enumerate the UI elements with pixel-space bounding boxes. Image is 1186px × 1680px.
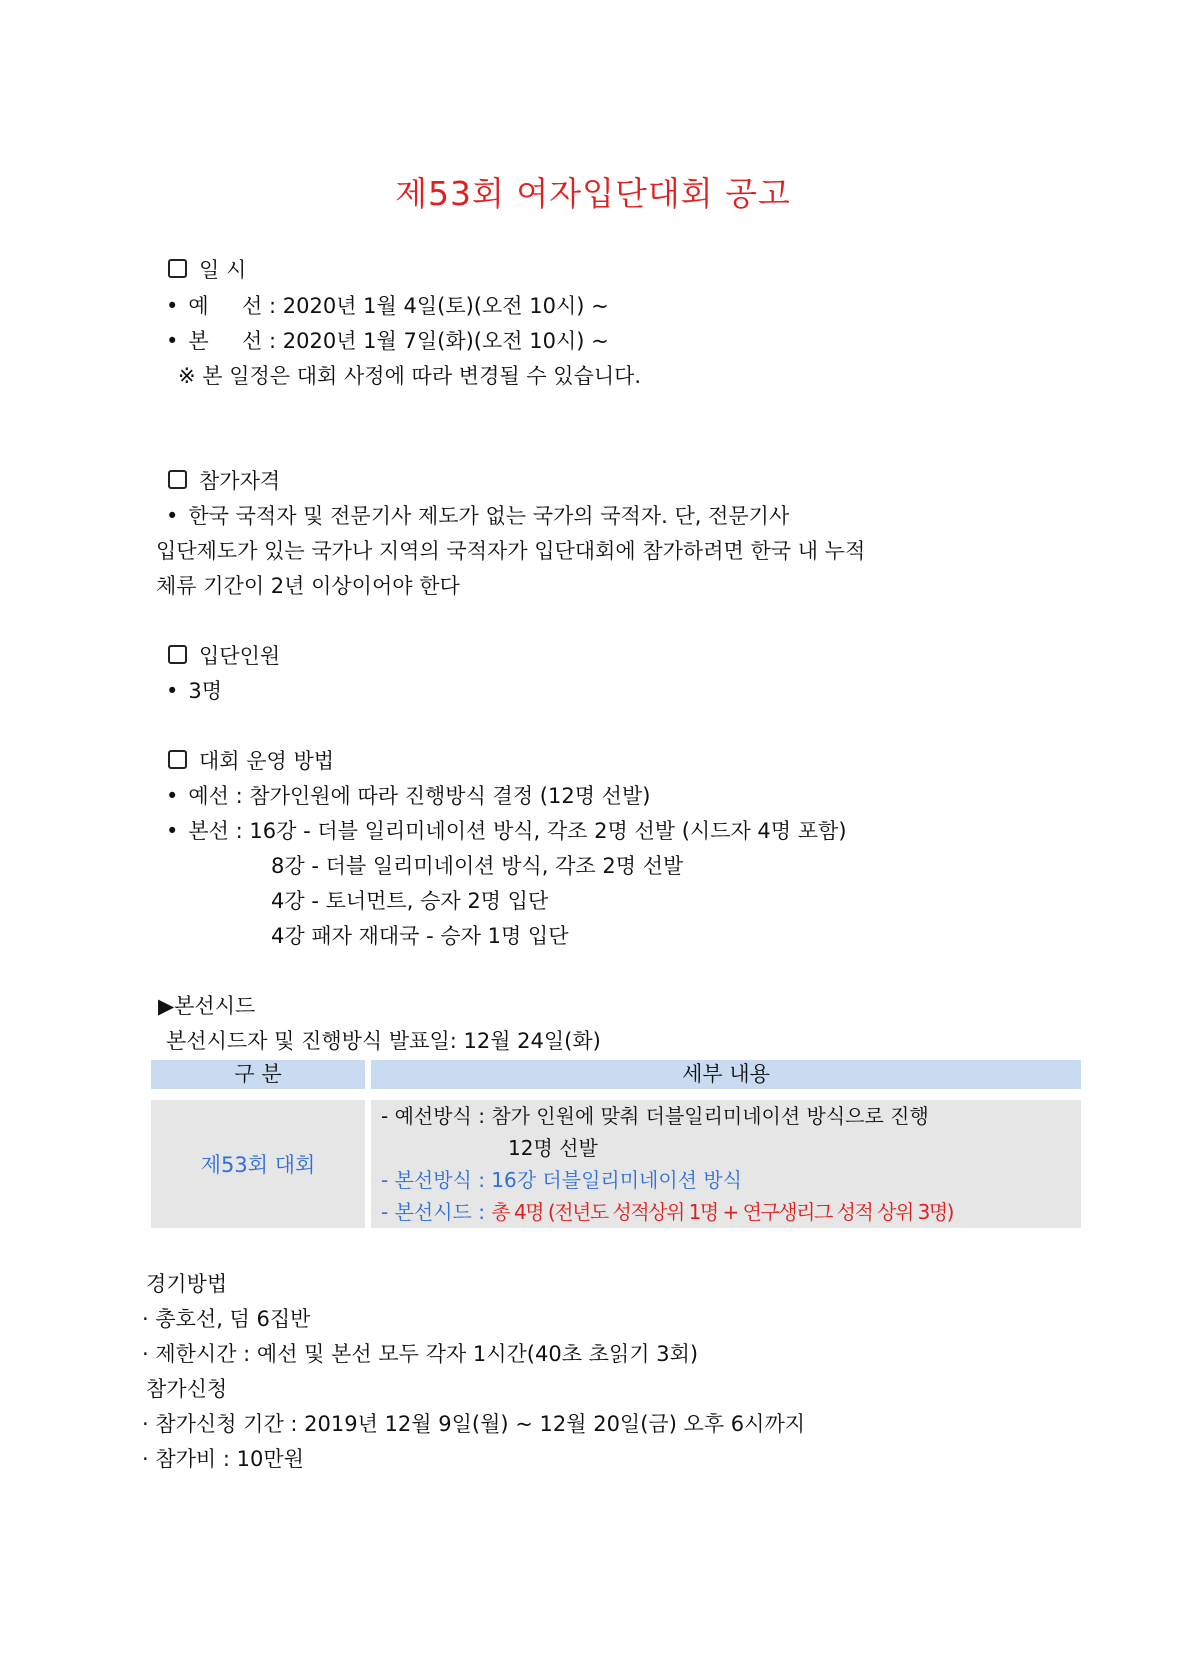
match-heading: 경기방법 [146,1272,228,1296]
operation-main1: • 본선 : 16강 - 더블 일리미네이션 방식, 각조 2명 선발 (시드자 4명 포함) [166,819,847,843]
operation-main2: 8강 - 더블 일리미네이션 방식, 각조 2명 선발 [271,854,684,878]
page-title: 제53회 여자입단대회 공고 [395,174,791,213]
operation-main3: 4강 - 토너먼트, 승자 2명 입단 [271,889,549,913]
quota-heading: 입단인원 [168,642,280,670]
checkbox-square-icon [168,750,187,769]
seed-announce: 본선시드자 및 진행방식 발표일: 12월 24일(화) [166,1029,601,1053]
schedule-heading: 일 시 [168,256,246,284]
apply-line1: · 참가신청 기간 : 2019년 12월 9일(월) ~ 12월 20일(금) 오후 6시까지 [142,1412,806,1436]
table-header-detail: 세부 내용 [371,1060,1081,1089]
schedule-main: • 본 선 : 2020년 1월 7일(화)(오전 10시) ~ [166,329,609,353]
checkbox-square-icon [168,259,187,278]
detail-main: - 본선방식 : 16강 더블일리미네이션 방식 [381,1168,742,1192]
detail-prelim: - 예선방식 : 참가 인원에 맞춰 더블일리미네이션 방식으로 진행 [381,1104,929,1128]
schedule-note: ※ 본 일정은 대회 사정에 따라 변경될 수 있습니다. [178,364,642,388]
table-header-category: 구 분 [151,1060,365,1089]
eligibility-line1: • 한국 국적자 및 전문기사 제도가 없는 국가의 국적자. 단, 전문기사 [166,504,790,528]
quota-value: • 3명 [166,679,223,703]
eligibility-line3: 체류 기간이 2년 이상이어야 한다 [156,574,460,598]
operation-heading: 대회 운영 방법 [168,747,334,775]
match-line1: · 총호선, 덤 6집반 [142,1307,311,1331]
match-line2: · 제한시간 : 예선 및 본선 모두 각자 1시간(40초 초읽기 3회) [142,1342,699,1366]
detail-prelim-count: 12명 선발 [508,1136,598,1160]
table-row-label: 제53회 대회 [151,1100,365,1228]
checkbox-square-icon [168,470,187,489]
apply-heading: 참가신청 [146,1377,228,1401]
checkbox-square-icon [168,645,187,664]
operation-main4: 4강 패자 재대국 - 승자 1명 입단 [271,924,569,948]
eligibility-heading: 참가자격 [168,467,280,495]
operation-prelim: • 예선 : 참가인원에 따라 진행방식 결정 (12명 선발) [166,784,651,808]
apply-line2: · 참가비 : 10만원 [142,1447,304,1471]
schedule-prelim: • 예 선 : 2020년 1월 4일(토)(오전 10시) ~ [166,294,609,318]
table-row-detail [371,1100,1081,1228]
seed-heading: ▶본선시드 [158,994,256,1018]
eligibility-line2: 입단제도가 있는 국가나 지역의 국적자가 입단대회에 참가하려면 한국 내 누적 [156,539,866,563]
detail-seed: - 본선시드 : 총 4명 (전년도 성적상위 1명 + 연구생리그 성적 상위 3명) [381,1200,953,1224]
